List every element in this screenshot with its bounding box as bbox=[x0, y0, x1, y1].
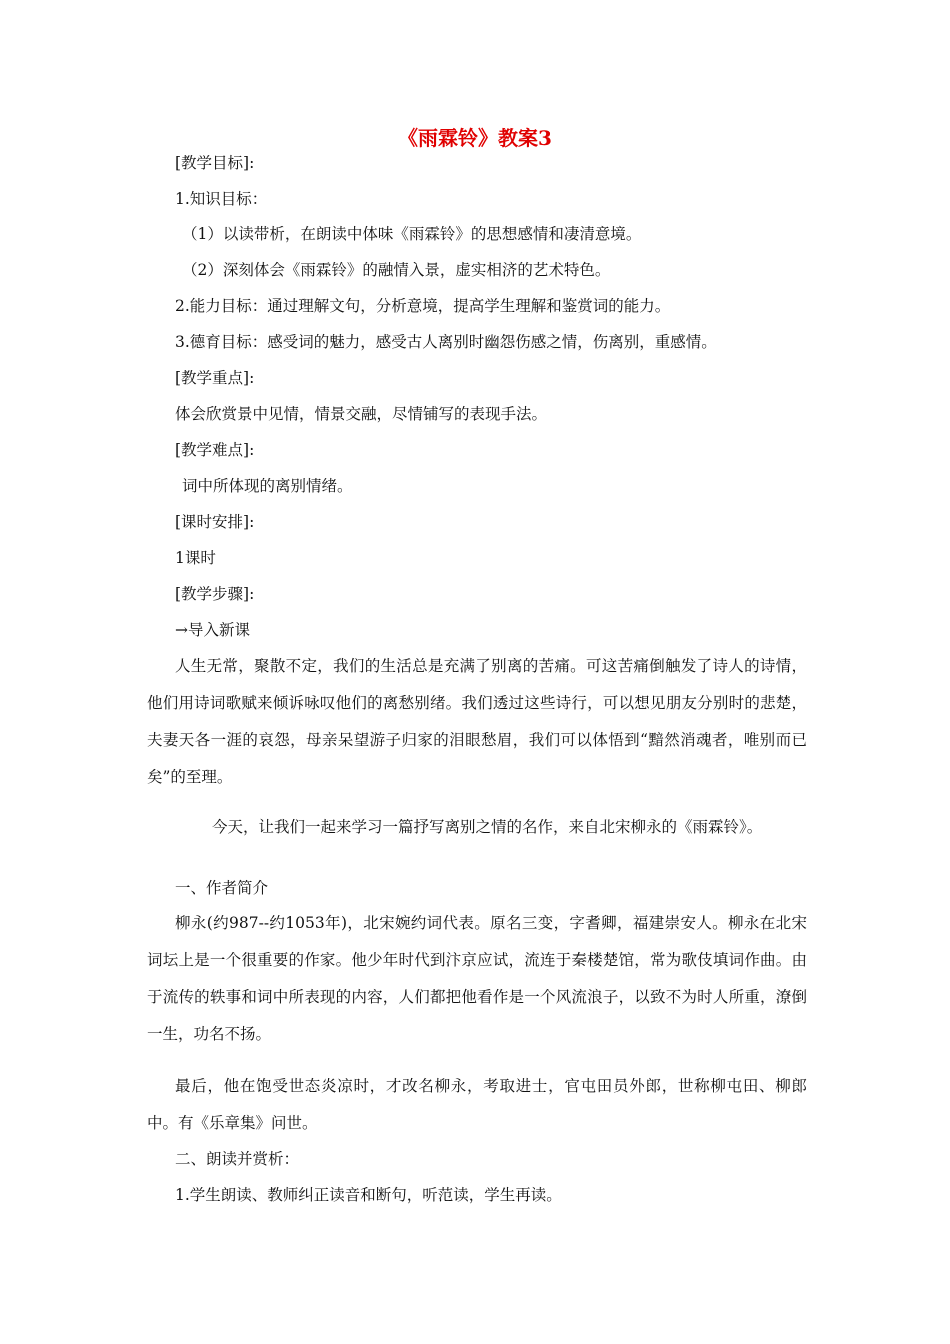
knowledge-item-2: （2）深刻体会《雨霖铃》的融情入景，虚实相济的艺术特色。 bbox=[182, 261, 611, 279]
intro-paragraph: 人生无常，聚散不定，我们的生活总是充满了别离的苦痛。可这苦痛倒触发了诗人的诗情，他们用诗词歌赋来倾诉咏叹他们的离愁别绪。我们透过这些诗行，可以想见朋友分别时的悲楚，夫妻天各一涯的哀怨，母亲呆望游子归家的泪眼愁眉，我们可以体悟到“黯然消魂者，唯别而已矣”的至理。 bbox=[147, 657, 807, 786]
difficulty-text: 词中所体现的离别情绪。 bbox=[182, 477, 353, 495]
document-title: 《雨霖铃》教案3 bbox=[398, 126, 552, 150]
schedule-heading: [课时安排]: bbox=[175, 513, 255, 531]
moral-goal: 3.德育目标：感受词的魅力，感受古人离别时幽怨伤感之情，伤离别，重感情。 bbox=[175, 333, 717, 351]
difficulty-heading: [教学难点]: bbox=[175, 441, 255, 459]
reading-item-1: 1.学生朗读、教师纠正读音和断句，听范读，学生再读。 bbox=[175, 1186, 562, 1204]
ability-goal: 2.能力目标：通过理解文句，分析意境，提高学生理解和鉴赏词的能力。 bbox=[175, 297, 671, 315]
today-line: 今天，让我们一起来学习一篇抒写离别之情的名作，来自北宋柳永的《雨霖铃》。 bbox=[212, 818, 763, 836]
author-heading: 一、作者简介 bbox=[175, 879, 269, 897]
reading-heading: 二、朗读并赏析： bbox=[175, 1150, 300, 1168]
knowledge-goal: 1.知识目标： bbox=[175, 190, 268, 208]
key-heading: [教学重点]: bbox=[175, 369, 255, 387]
author-paragraph-2: 最后，他在饱受世态炎凉时，才改名柳永，考取进士，官屯田员外郎，世称柳屯田、柳郎中。有《乐章集》问世。 bbox=[147, 1077, 807, 1132]
key-text: 体会欣赏景中见情，情景交融，尽情铺写的表现手法。 bbox=[175, 405, 548, 423]
schedule-text: 1课时 bbox=[175, 549, 216, 567]
objectives-heading: [教学目标]: bbox=[175, 154, 255, 172]
knowledge-item-1: （1）以读带析，在朗读中体味《雨霖铃》的思想感情和凄清意境。 bbox=[182, 225, 642, 243]
steps-heading: [教学步骤]: bbox=[175, 585, 255, 603]
intro-heading: →导入新课 bbox=[175, 621, 250, 639]
author-paragraph: 柳永(约987--约1053年)，北宋婉约词代表。原名三变，字耆卿，福建崇安人。柳永在北宋词坛上是一个很重要的作家。他少年时代到汴京应试，流连于秦楼楚馆，常为歌伎填词作曲。由于流传的轶事和词中所表现的内容，人们都把他看作是一个风流浪子，以致不为时人所重，潦倒一生，功名不扬。 bbox=[147, 914, 807, 1043]
